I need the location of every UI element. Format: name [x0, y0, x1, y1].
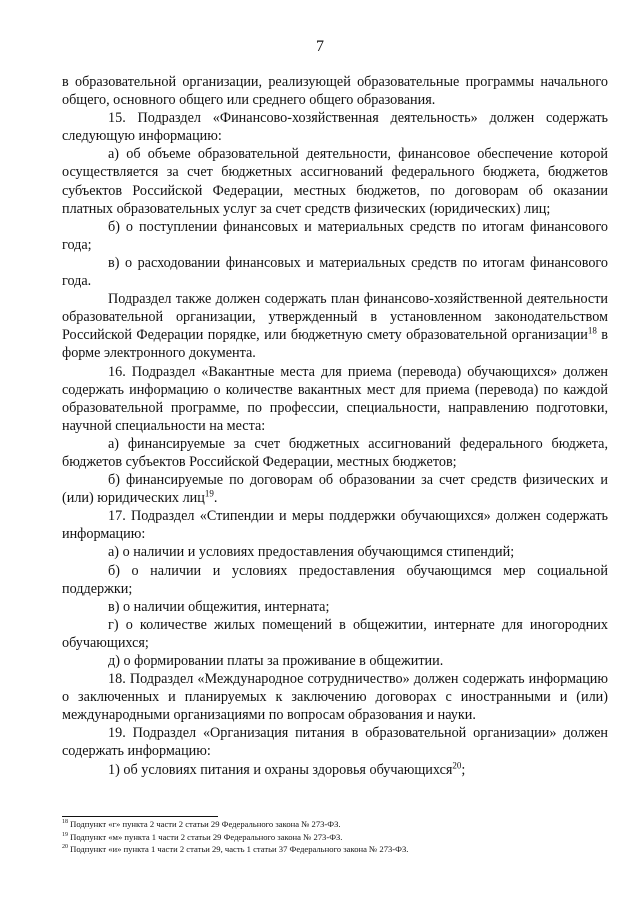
page-number: 7 — [316, 38, 324, 55]
paragraph: а) финансируемые за счет бюджетных ассигнований федерального бюджета, бюджетов субъектов Российской Федерации, местных бюджетов; — [62, 435, 608, 470]
paragraph: 17. Подраздел «Стипендии и меры поддержки обучающихся» должен содержать информацию: — [62, 508, 608, 543]
paragraph: в образовательной организации, реализующей образовательные программы начального общего, основного общего или среднего общего образования. — [62, 74, 608, 109]
document-body — [62, 73, 608, 779]
footnote: $^{20}$ Подпункт «и» пункта 1 части 2 статьи 29, часть 1 статьи 37 Федерального закона № 273-ФЗ. — [62, 844, 409, 855]
paragraph: в) о расходовании финансовых и материальных средств по итогам финансового года. — [62, 254, 608, 290]
footnote-ref[interactable]: 18 — [587, 325, 597, 336]
footnotes — [62, 818, 622, 856]
footnote-ref[interactable]: 20 — [452, 759, 462, 770]
paragraph: б) о поступлении финансовых и материальных средств по итогам финансового года; — [62, 218, 608, 253]
paragraph: в) о наличии общежития, интерната; — [108, 598, 330, 615]
footnote: $^{18}$ Подпункт «г» пункта 2 части 2 статьи 29 Федерального закона № 273-ФЗ. — [62, 819, 341, 829]
paragraph: б) финансируемые по договорам об образовании за счет средств физических и (или) юридических лиц$^{19}$. — [62, 472, 608, 507]
paragraph: а) об объеме образовательной деятельности, финансовое обеспечение которой осуществляется за счет бюджетных ассигнований федерального бюджета, бюджетов субъектов Российской Федерации, местных бюджетов, по договорам об оказании платных образовательных услуг за счет средств физических (юридических) лиц; — [62, 146, 608, 217]
paragraph: 16. Подраздел «Вакантные места для приема (перевода) обучающихся» должен содержать информацию о количестве вакантных мест для приема (перевода) по каждой образовательной программе, по профессии, специальности, направлению подготовки, научной специальности на места: — [62, 363, 608, 434]
paragraph: а) о наличии и условиях предоставления обучающимся стипендий; — [108, 544, 515, 561]
paragraph: 18. Подраздел «Международное сотрудничество» должен содержать информацию о заключенных и планируемых к заключению договорах с иностранными и (или) международными организациями по вопросам образования и науки. — [62, 671, 608, 724]
footnote-divider — [62, 816, 218, 817]
paragraph: 1) об условиях питания и охраны здоровья обучающихся$^{20}$; — [108, 759, 466, 778]
footnote-ref[interactable]: 19 — [204, 488, 214, 499]
paragraph: Подраздел также должен содержать план финансово-хозяйственной деятельности образовательной организации, утвержденный в установленном законодательством Российской Федерации порядке, или бюджетную смету образовательной организации$^{18}$ в форме электронного документа. — [62, 291, 608, 362]
paragraph: б) о наличии и условиях предоставления обучающимся мер социальной поддержки; — [62, 562, 608, 597]
footnote: $^{19}$ Подпункт «м» пункта 1 части 2 статьи 29 Федерального закона № 273-ФЗ. — [62, 831, 343, 842]
paragraph: д) о формировании платы за проживание в общежитии. — [108, 653, 444, 669]
paragraph: 19. Подраздел «Организация питания в образовательной организации» должен содержать информацию: — [62, 725, 608, 760]
paragraph: г) о количестве жилых помещений в общежитии, интернате для иногородних обучающихся; — [62, 616, 608, 651]
paragraph: 15. Подраздел «Финансово-хозяйственная деятельность» должен содержать следующую информацию: — [62, 110, 608, 145]
